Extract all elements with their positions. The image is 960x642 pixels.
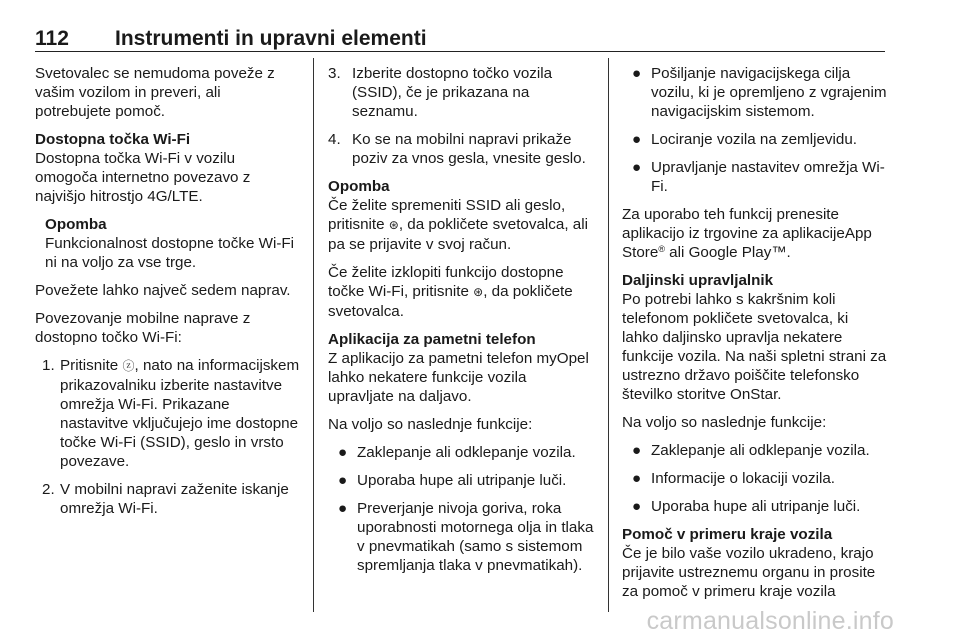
column-middle [328, 64, 596, 584]
intro-paragraph: Svetovalec se nemudoma poveže z vašim vozilom in preveri, ali potrebujete pomoč. [35, 65, 275, 120]
step-item [35, 480, 300, 518]
list-item-text: Upravljanje nastavitev omrežja Wi-Fi. [651, 159, 885, 195]
bullet-icon: ● [632, 470, 642, 487]
column-divider [313, 58, 314, 612]
list-item-text: Zaklepanje ali odklepanje vozila. [651, 442, 870, 459]
step-number: 3. [328, 65, 341, 82]
list-item [622, 158, 887, 196]
list-item-text: Preverjanje nivoja goriva, roka uporabnosti motornega olja in tlaka v pnevmatikah (samo s sistemom spremljanja tlaka v pnevmatikah). [357, 500, 594, 574]
bullet-icon: ● [632, 442, 642, 459]
paragraph-text: Če želite izklopiti funkcijo dostopne točke Wi-Fi, pritisnite [328, 264, 564, 300]
note-text-part: , da pokličete svetovalca, ali pa se prijavite v svoj račun. [328, 216, 588, 253]
bullet-icon: ● [632, 159, 642, 176]
bullet-icon: ● [338, 500, 348, 517]
theft-paragraph: Če je bilo vaše vozilo ukradeno, krajo prijavite ustreznemu organu in prosite za pomoč v primeru kraje vozila [622, 545, 876, 600]
wifi-paragraph: Dostopna točka Wi-Fi v vozilu omogoča internetno povezavo z najvišjo hitrostjo 4G/LTE. [35, 150, 251, 205]
page-title: Instrumenti in upravni elementi [115, 27, 427, 50]
step-text: Ko se na mobilni napravi prikaže poziv za vnos gesla, vnesite geslo. [352, 131, 586, 167]
list-item-text: Uporaba hupe ali utripanje luči. [357, 472, 567, 489]
phone-icon: ⓩ [122, 359, 135, 373]
note-block [35, 215, 300, 272]
remote-paragraph: Po potrebi lahko s kakršnim koli telefonom pokličete svetovalca, ki lahko daljinsko upravlja nekatere funkcije vozila. Na naši spletni strani za ustrezno državo poiščite telefonsko številko storitve OnStar. [622, 291, 887, 403]
note-label: Opomba [45, 216, 107, 233]
section-heading-theft: Pomoč v primeru kraje vozila [622, 526, 833, 543]
step-item [35, 356, 300, 471]
section-heading-app: Aplikacija za pametni telefon [328, 331, 536, 348]
list-item-text: Lociranje vozila na zemljevidu. [651, 131, 857, 148]
note-text [328, 196, 596, 254]
step-text: , nato na informacijskem prikazovalniku izberite nastavitve omrežja Wi-Fi. Prikazane nastavitve vključujejo ime dostopne točke Wi-Fi (SSID), geslo in vrsto povezave. [60, 357, 300, 470]
column-divider [608, 58, 609, 612]
onstar-service-icon: ⊛ [388, 218, 399, 232]
app-paragraph: Z aplikacijo za pametni telefon myOpel lahko nekatere funkcije vozila upravljate na daljavo. [328, 350, 589, 405]
bullet-icon: ● [338, 472, 348, 489]
step-text: V mobilni napravi zaženite iskanje omrežja Wi-Fi. [60, 481, 289, 517]
paragraph-text: ali Google Play™. [664, 244, 791, 261]
paragraph-text: Za uporabo teh funkcij prenesite aplikacijo iz trgovine za aplikacijeApp Store [622, 206, 872, 261]
page-header [35, 26, 885, 52]
list-item-text: Pošiljanje navigacijskega cilja vozilu, ki je opremljeno z vgrajenim navigacijskim sistemom. [651, 65, 887, 120]
note-block [328, 177, 596, 254]
bullet-icon: ● [338, 444, 348, 461]
list-item [328, 443, 596, 462]
note-text-part: Če želite spremeniti SSID ali geslo, pritisnite [328, 197, 566, 233]
step-item [328, 130, 596, 168]
list-item [622, 469, 887, 488]
paragraph-text: , da pokličete svetovalca. [328, 283, 573, 320]
list-item-text: Zaklepanje ali odklepanje vozila. [357, 444, 576, 461]
list-item [622, 64, 887, 121]
connect-max-paragraph: Povežete lahko največ sedem naprav. [35, 282, 291, 299]
list-item [622, 130, 887, 149]
bullet-icon: ● [632, 65, 642, 82]
column-right [622, 64, 887, 610]
list-item [328, 499, 596, 575]
watermark: carmanualsonline.info [646, 607, 894, 635]
step-text: Pritisnite [60, 357, 119, 374]
bullet-icon: ● [632, 498, 642, 515]
section-heading-remote: Daljinski upravljalnik [622, 272, 774, 289]
column-left [35, 64, 300, 527]
list-item [622, 497, 887, 516]
connect-intro-paragraph: Povezovanje mobilne naprave z dostopno točko Wi-Fi: [35, 310, 251, 346]
list-item [328, 471, 596, 490]
step-item [328, 64, 596, 121]
functions-intro: Na voljo so naslednje funkcije: [328, 416, 533, 433]
section-heading-wifi: Dostopna točka Wi-Fi [35, 131, 191, 148]
step-number: 4. [328, 131, 341, 148]
disable-hotspot-paragraph [328, 263, 596, 321]
list-item [622, 441, 887, 460]
step-number: 2. [42, 481, 55, 498]
functions-intro: Na voljo so naslednje funkcije: [622, 414, 827, 431]
registered-mark: ® [658, 244, 665, 254]
list-item-text: Informacije o lokaciji vozila. [651, 470, 836, 487]
bullet-icon: ● [632, 131, 642, 148]
onstar-service-icon: ⊛ [473, 285, 484, 299]
download-paragraph [622, 205, 887, 262]
step-number: 1. [42, 357, 55, 374]
list-item-text: Uporaba hupe ali utripanje luči. [651, 498, 861, 515]
step-text: Izberite dostopno točko vozila (SSID), če je prikazana na seznamu. [352, 65, 553, 120]
note-text: Funkcionalnost dostopne točke Wi-Fi ni na voljo za vse trge. [45, 235, 295, 271]
page-number: 112 [35, 27, 69, 50]
note-label: Opomba [328, 178, 390, 195]
